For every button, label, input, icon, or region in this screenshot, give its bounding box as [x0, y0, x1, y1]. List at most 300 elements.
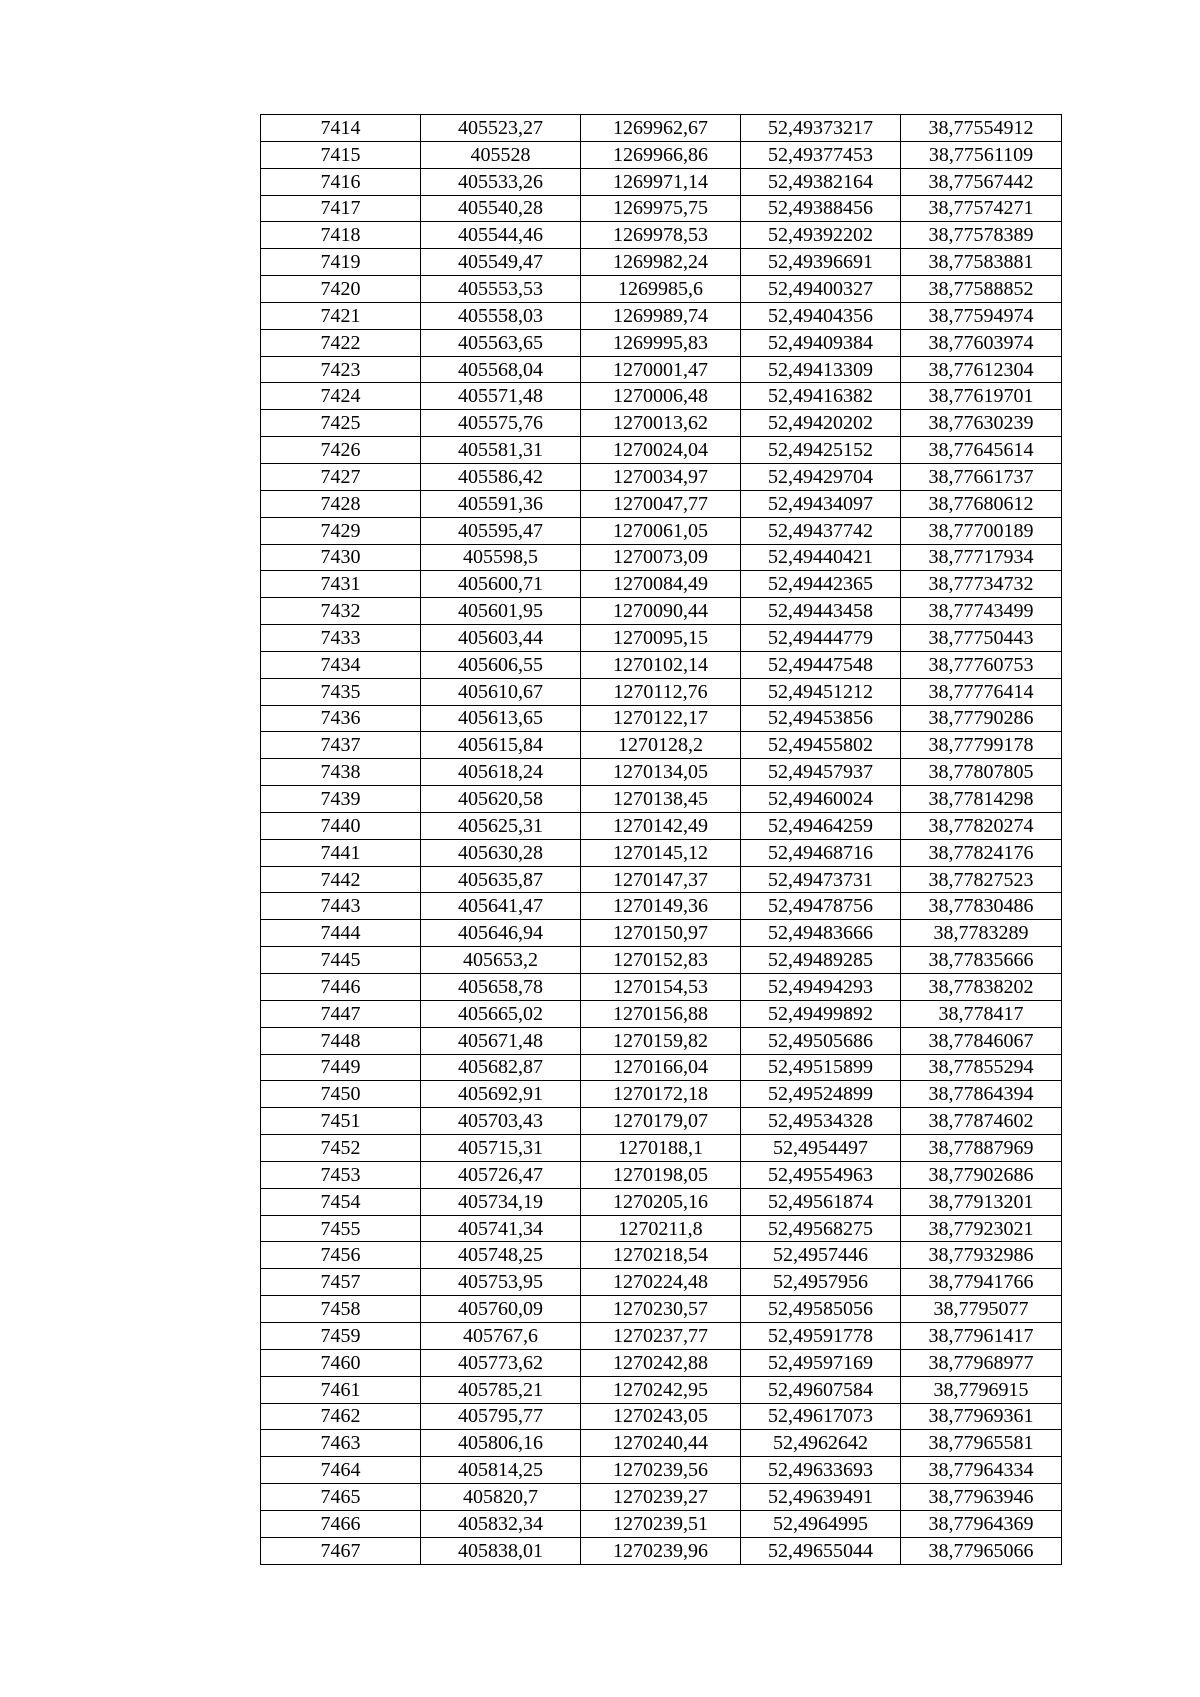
table-row — [261, 356, 1062, 383]
y-coordinate-cell: 1269975,75 — [581, 195, 741, 222]
point-number-cell: 7460 — [261, 1349, 421, 1376]
longitude-cell: 38,77941766 — [901, 1269, 1062, 1296]
longitude-cell: 38,778417 — [901, 1000, 1062, 1027]
x-coordinate-cell: 405591,36 — [421, 490, 581, 517]
table-row — [261, 1269, 1062, 1296]
x-coordinate-cell: 405595,47 — [421, 517, 581, 544]
x-coordinate-cell: 405606,55 — [421, 651, 581, 678]
point-number-cell: 7465 — [261, 1484, 421, 1511]
table-row — [261, 383, 1062, 410]
point-number-cell: 7439 — [261, 786, 421, 813]
x-coordinate-cell: 405610,67 — [421, 678, 581, 705]
y-coordinate-cell: 1270154,53 — [581, 974, 741, 1001]
table-row — [261, 1484, 1062, 1511]
latitude-cell: 52,49400327 — [741, 276, 901, 303]
longitude-cell: 38,77902686 — [901, 1161, 1062, 1188]
longitude-cell: 38,77830486 — [901, 893, 1062, 920]
longitude-cell: 38,77567442 — [901, 168, 1062, 195]
y-coordinate-cell: 1270047,77 — [581, 490, 741, 517]
latitude-cell: 52,49425152 — [741, 437, 901, 464]
table-row — [261, 195, 1062, 222]
table-row — [261, 463, 1062, 490]
y-coordinate-cell: 1270090,44 — [581, 598, 741, 625]
x-coordinate-cell: 405785,21 — [421, 1376, 581, 1403]
point-number-cell: 7466 — [261, 1510, 421, 1537]
longitude-cell: 38,7796915 — [901, 1376, 1062, 1403]
longitude-cell: 38,77965581 — [901, 1430, 1062, 1457]
point-number-cell: 7446 — [261, 974, 421, 1001]
x-coordinate-cell: 405544,46 — [421, 222, 581, 249]
x-coordinate-cell: 405671,48 — [421, 1027, 581, 1054]
latitude-cell: 52,49639491 — [741, 1484, 901, 1511]
point-number-cell: 7456 — [261, 1242, 421, 1269]
point-number-cell: 7464 — [261, 1457, 421, 1484]
table-row — [261, 1430, 1062, 1457]
latitude-cell: 52,4957446 — [741, 1242, 901, 1269]
longitude-cell: 38,77750443 — [901, 625, 1062, 652]
table-row — [261, 839, 1062, 866]
latitude-cell: 52,49447548 — [741, 651, 901, 678]
table-row — [261, 1322, 1062, 1349]
y-coordinate-cell: 1270188,1 — [581, 1135, 741, 1162]
longitude-cell: 38,77968977 — [901, 1349, 1062, 1376]
table-row — [261, 1296, 1062, 1323]
x-coordinate-cell: 405533,26 — [421, 168, 581, 195]
longitude-cell: 38,77760753 — [901, 651, 1062, 678]
table-row — [261, 302, 1062, 329]
point-number-cell: 7429 — [261, 517, 421, 544]
table-row — [261, 222, 1062, 249]
y-coordinate-cell: 1269989,74 — [581, 302, 741, 329]
x-coordinate-cell: 405665,02 — [421, 1000, 581, 1027]
latitude-cell: 52,4957956 — [741, 1269, 901, 1296]
table-row — [261, 598, 1062, 625]
latitude-cell: 52,49457937 — [741, 759, 901, 786]
x-coordinate-cell: 405558,03 — [421, 302, 581, 329]
coordinates-table-body — [261, 115, 1062, 1565]
latitude-cell: 52,49585056 — [741, 1296, 901, 1323]
longitude-cell: 38,77961417 — [901, 1322, 1062, 1349]
longitude-cell: 38,77594974 — [901, 302, 1062, 329]
latitude-cell: 52,49597169 — [741, 1349, 901, 1376]
latitude-cell: 52,49591778 — [741, 1322, 901, 1349]
longitude-cell: 38,77964369 — [901, 1510, 1062, 1537]
longitude-cell: 38,77965066 — [901, 1537, 1062, 1564]
latitude-cell: 52,49607584 — [741, 1376, 901, 1403]
latitude-cell: 52,49633693 — [741, 1457, 901, 1484]
point-number-cell: 7418 — [261, 222, 421, 249]
x-coordinate-cell: 405625,31 — [421, 812, 581, 839]
point-number-cell: 7430 — [261, 544, 421, 571]
y-coordinate-cell: 1270152,83 — [581, 947, 741, 974]
latitude-cell: 52,4964995 — [741, 1510, 901, 1537]
longitude-cell: 38,77963946 — [901, 1484, 1062, 1511]
y-coordinate-cell: 1270224,48 — [581, 1269, 741, 1296]
latitude-cell: 52,49434097 — [741, 490, 901, 517]
y-coordinate-cell: 1270084,49 — [581, 571, 741, 598]
table-row — [261, 1161, 1062, 1188]
table-row — [261, 947, 1062, 974]
table-row — [261, 168, 1062, 195]
latitude-cell: 52,49489285 — [741, 947, 901, 974]
y-coordinate-cell: 1270134,05 — [581, 759, 741, 786]
longitude-cell: 38,77969361 — [901, 1403, 1062, 1430]
longitude-cell: 38,77554912 — [901, 115, 1062, 142]
longitude-cell: 38,77661737 — [901, 463, 1062, 490]
x-coordinate-cell: 405601,95 — [421, 598, 581, 625]
y-coordinate-cell: 1270138,45 — [581, 786, 741, 813]
longitude-cell: 38,77588852 — [901, 276, 1062, 303]
y-coordinate-cell: 1270243,05 — [581, 1403, 741, 1430]
point-number-cell: 7421 — [261, 302, 421, 329]
y-coordinate-cell: 1270145,12 — [581, 839, 741, 866]
x-coordinate-cell: 405832,34 — [421, 1510, 581, 1537]
table-row — [261, 625, 1062, 652]
x-coordinate-cell: 405760,09 — [421, 1296, 581, 1323]
x-coordinate-cell: 405734,19 — [421, 1188, 581, 1215]
table-row — [261, 786, 1062, 813]
x-coordinate-cell: 405806,16 — [421, 1430, 581, 1457]
x-coordinate-cell: 405726,47 — [421, 1161, 581, 1188]
y-coordinate-cell: 1270156,88 — [581, 1000, 741, 1027]
point-number-cell: 7422 — [261, 329, 421, 356]
y-coordinate-cell: 1270034,97 — [581, 463, 741, 490]
x-coordinate-cell: 405581,31 — [421, 437, 581, 464]
longitude-cell: 38,77932986 — [901, 1242, 1062, 1269]
y-coordinate-cell: 1270001,47 — [581, 356, 741, 383]
latitude-cell: 52,49473731 — [741, 866, 901, 893]
latitude-cell: 52,49377453 — [741, 141, 901, 168]
y-coordinate-cell: 1270150,97 — [581, 920, 741, 947]
x-coordinate-cell: 405773,62 — [421, 1349, 581, 1376]
point-number-cell: 7450 — [261, 1081, 421, 1108]
table-row — [261, 410, 1062, 437]
x-coordinate-cell: 405715,31 — [421, 1135, 581, 1162]
latitude-cell: 52,49468716 — [741, 839, 901, 866]
x-coordinate-cell: 405838,01 — [421, 1537, 581, 1564]
longitude-cell: 38,77574271 — [901, 195, 1062, 222]
longitude-cell: 38,77874602 — [901, 1108, 1062, 1135]
y-coordinate-cell: 1270218,54 — [581, 1242, 741, 1269]
latitude-cell: 52,49455802 — [741, 732, 901, 759]
table-row — [261, 1135, 1062, 1162]
y-coordinate-cell: 1270112,76 — [581, 678, 741, 705]
table-row — [261, 249, 1062, 276]
table-row — [261, 1027, 1062, 1054]
table-row — [261, 141, 1062, 168]
latitude-cell: 52,49416382 — [741, 383, 901, 410]
longitude-cell: 38,77603974 — [901, 329, 1062, 356]
point-number-cell: 7414 — [261, 115, 421, 142]
y-coordinate-cell: 1270095,15 — [581, 625, 741, 652]
latitude-cell: 52,49515899 — [741, 1054, 901, 1081]
longitude-cell: 38,77824176 — [901, 839, 1062, 866]
table-row — [261, 1188, 1062, 1215]
point-number-cell: 7431 — [261, 571, 421, 598]
x-coordinate-cell: 405528 — [421, 141, 581, 168]
point-number-cell: 7433 — [261, 625, 421, 652]
table-row — [261, 893, 1062, 920]
point-number-cell: 7455 — [261, 1215, 421, 1242]
point-number-cell: 7426 — [261, 437, 421, 464]
longitude-cell: 38,77855294 — [901, 1054, 1062, 1081]
y-coordinate-cell: 1270006,48 — [581, 383, 741, 410]
latitude-cell: 52,49655044 — [741, 1537, 901, 1564]
latitude-cell: 52,49388456 — [741, 195, 901, 222]
table-row — [261, 437, 1062, 464]
table-row — [261, 1349, 1062, 1376]
point-number-cell: 7457 — [261, 1269, 421, 1296]
longitude-cell: 38,77887969 — [901, 1135, 1062, 1162]
longitude-cell: 38,77645614 — [901, 437, 1062, 464]
point-number-cell: 7441 — [261, 839, 421, 866]
y-coordinate-cell: 1270166,04 — [581, 1054, 741, 1081]
latitude-cell: 52,49382164 — [741, 168, 901, 195]
y-coordinate-cell: 1270061,05 — [581, 517, 741, 544]
y-coordinate-cell: 1270240,44 — [581, 1430, 741, 1457]
point-number-cell: 7434 — [261, 651, 421, 678]
y-coordinate-cell: 1270239,56 — [581, 1457, 741, 1484]
latitude-cell: 52,49404356 — [741, 302, 901, 329]
x-coordinate-cell: 405615,84 — [421, 732, 581, 759]
table-row — [261, 1376, 1062, 1403]
x-coordinate-cell: 405586,42 — [421, 463, 581, 490]
y-coordinate-cell: 1270128,2 — [581, 732, 741, 759]
x-coordinate-cell: 405814,25 — [421, 1457, 581, 1484]
latitude-cell: 52,49505686 — [741, 1027, 901, 1054]
longitude-cell: 38,7783289 — [901, 920, 1062, 947]
latitude-cell: 52,49534328 — [741, 1108, 901, 1135]
point-number-cell: 7420 — [261, 276, 421, 303]
table-row — [261, 974, 1062, 1001]
y-coordinate-cell: 1270159,82 — [581, 1027, 741, 1054]
point-number-cell: 7416 — [261, 168, 421, 195]
longitude-cell: 38,77612304 — [901, 356, 1062, 383]
x-coordinate-cell: 405753,95 — [421, 1269, 581, 1296]
latitude-cell: 52,49561874 — [741, 1188, 901, 1215]
longitude-cell: 38,77630239 — [901, 410, 1062, 437]
x-coordinate-cell: 405630,28 — [421, 839, 581, 866]
point-number-cell: 7461 — [261, 1376, 421, 1403]
x-coordinate-cell: 405646,94 — [421, 920, 581, 947]
latitude-cell: 52,49440421 — [741, 544, 901, 571]
longitude-cell: 38,77583881 — [901, 249, 1062, 276]
longitude-cell: 38,77743499 — [901, 598, 1062, 625]
point-number-cell: 7425 — [261, 410, 421, 437]
y-coordinate-cell: 1270237,77 — [581, 1322, 741, 1349]
x-coordinate-cell: 405553,53 — [421, 276, 581, 303]
table-row — [261, 651, 1062, 678]
latitude-cell: 52,49444779 — [741, 625, 901, 652]
y-coordinate-cell: 1270211,8 — [581, 1215, 741, 1242]
x-coordinate-cell: 405635,87 — [421, 866, 581, 893]
point-number-cell: 7438 — [261, 759, 421, 786]
x-coordinate-cell: 405600,71 — [421, 571, 581, 598]
y-coordinate-cell: 1270242,95 — [581, 1376, 741, 1403]
latitude-cell: 52,49453856 — [741, 705, 901, 732]
point-number-cell: 7453 — [261, 1161, 421, 1188]
x-coordinate-cell: 405692,91 — [421, 1081, 581, 1108]
x-coordinate-cell: 405682,87 — [421, 1054, 581, 1081]
longitude-cell: 38,77827523 — [901, 866, 1062, 893]
y-coordinate-cell: 1270230,57 — [581, 1296, 741, 1323]
longitude-cell: 38,77700189 — [901, 517, 1062, 544]
y-coordinate-cell: 1269971,14 — [581, 168, 741, 195]
point-number-cell: 7459 — [261, 1322, 421, 1349]
y-coordinate-cell: 1269966,86 — [581, 141, 741, 168]
point-number-cell: 7428 — [261, 490, 421, 517]
table-row — [261, 1510, 1062, 1537]
longitude-cell: 38,77807805 — [901, 759, 1062, 786]
point-number-cell: 7458 — [261, 1296, 421, 1323]
latitude-cell: 52,49392202 — [741, 222, 901, 249]
longitude-cell: 38,77790286 — [901, 705, 1062, 732]
x-coordinate-cell: 405748,25 — [421, 1242, 581, 1269]
y-coordinate-cell: 1270149,36 — [581, 893, 741, 920]
y-coordinate-cell: 1270242,88 — [581, 1349, 741, 1376]
table-row — [261, 1108, 1062, 1135]
point-number-cell: 7442 — [261, 866, 421, 893]
x-coordinate-cell: 405820,7 — [421, 1484, 581, 1511]
y-coordinate-cell: 1270147,37 — [581, 866, 741, 893]
point-number-cell: 7419 — [261, 249, 421, 276]
x-coordinate-cell: 405563,65 — [421, 329, 581, 356]
x-coordinate-cell: 405523,27 — [421, 115, 581, 142]
y-coordinate-cell: 1270179,07 — [581, 1108, 741, 1135]
longitude-cell: 38,77964334 — [901, 1457, 1062, 1484]
y-coordinate-cell: 1269978,53 — [581, 222, 741, 249]
y-coordinate-cell: 1270142,49 — [581, 812, 741, 839]
table-row — [261, 920, 1062, 947]
latitude-cell: 52,49460024 — [741, 786, 901, 813]
table-row — [261, 1054, 1062, 1081]
y-coordinate-cell: 1269982,24 — [581, 249, 741, 276]
longitude-cell: 38,77864394 — [901, 1081, 1062, 1108]
table-row — [261, 1242, 1062, 1269]
table-row — [261, 866, 1062, 893]
x-coordinate-cell: 405620,58 — [421, 786, 581, 813]
latitude-cell: 52,49499892 — [741, 1000, 901, 1027]
point-number-cell: 7463 — [261, 1430, 421, 1457]
y-coordinate-cell: 1270205,16 — [581, 1188, 741, 1215]
x-coordinate-cell: 405741,34 — [421, 1215, 581, 1242]
table-row — [261, 115, 1062, 142]
table-row — [261, 1000, 1062, 1027]
point-number-cell: 7444 — [261, 920, 421, 947]
longitude-cell: 38,77814298 — [901, 786, 1062, 813]
table-row — [261, 678, 1062, 705]
table-row — [261, 1403, 1062, 1430]
y-coordinate-cell: 1269985,6 — [581, 276, 741, 303]
y-coordinate-cell: 1270239,51 — [581, 1510, 741, 1537]
x-coordinate-cell: 405618,24 — [421, 759, 581, 786]
x-coordinate-cell: 405598,5 — [421, 544, 581, 571]
point-number-cell: 7449 — [261, 1054, 421, 1081]
longitude-cell: 38,77838202 — [901, 974, 1062, 1001]
longitude-cell: 38,77680612 — [901, 490, 1062, 517]
longitude-cell: 38,77561109 — [901, 141, 1062, 168]
x-coordinate-cell: 405549,47 — [421, 249, 581, 276]
longitude-cell: 38,77820274 — [901, 812, 1062, 839]
longitude-cell: 38,77619701 — [901, 383, 1062, 410]
latitude-cell: 52,49409384 — [741, 329, 901, 356]
longitude-cell: 38,77913201 — [901, 1188, 1062, 1215]
y-coordinate-cell: 1270013,62 — [581, 410, 741, 437]
point-number-cell: 7423 — [261, 356, 421, 383]
longitude-cell: 38,77923021 — [901, 1215, 1062, 1242]
table-row — [261, 1457, 1062, 1484]
table-row — [261, 732, 1062, 759]
point-number-cell: 7432 — [261, 598, 421, 625]
latitude-cell: 52,49478756 — [741, 893, 901, 920]
latitude-cell: 52,49396691 — [741, 249, 901, 276]
point-number-cell: 7440 — [261, 812, 421, 839]
y-coordinate-cell: 1270239,96 — [581, 1537, 741, 1564]
point-number-cell: 7435 — [261, 678, 421, 705]
longitude-cell: 38,77734732 — [901, 571, 1062, 598]
longitude-cell: 38,77717934 — [901, 544, 1062, 571]
x-coordinate-cell: 405653,2 — [421, 947, 581, 974]
latitude-cell: 52,49494293 — [741, 974, 901, 1001]
latitude-cell: 52,49464259 — [741, 812, 901, 839]
point-number-cell: 7415 — [261, 141, 421, 168]
point-number-cell: 7462 — [261, 1403, 421, 1430]
coordinates-table — [260, 114, 1062, 1565]
latitude-cell: 52,49524899 — [741, 1081, 901, 1108]
latitude-cell: 52,4954497 — [741, 1135, 901, 1162]
y-coordinate-cell: 1270198,05 — [581, 1161, 741, 1188]
longitude-cell: 38,77835666 — [901, 947, 1062, 974]
latitude-cell: 52,49483666 — [741, 920, 901, 947]
x-coordinate-cell: 405795,77 — [421, 1403, 581, 1430]
table-row — [261, 1215, 1062, 1242]
table-row — [261, 517, 1062, 544]
y-coordinate-cell: 1270024,04 — [581, 437, 741, 464]
table-row — [261, 329, 1062, 356]
x-coordinate-cell: 405613,65 — [421, 705, 581, 732]
x-coordinate-cell: 405603,44 — [421, 625, 581, 652]
table-row — [261, 705, 1062, 732]
table-row — [261, 490, 1062, 517]
y-coordinate-cell: 1270239,27 — [581, 1484, 741, 1511]
x-coordinate-cell: 405703,43 — [421, 1108, 581, 1135]
y-coordinate-cell: 1269962,67 — [581, 115, 741, 142]
latitude-cell: 52,49373217 — [741, 115, 901, 142]
y-coordinate-cell: 1270122,17 — [581, 705, 741, 732]
latitude-cell: 52,49437742 — [741, 517, 901, 544]
table-row — [261, 812, 1062, 839]
latitude-cell: 52,49443458 — [741, 598, 901, 625]
point-number-cell: 7451 — [261, 1108, 421, 1135]
point-number-cell: 7443 — [261, 893, 421, 920]
longitude-cell: 38,77776414 — [901, 678, 1062, 705]
point-number-cell: 7424 — [261, 383, 421, 410]
latitude-cell: 52,49617073 — [741, 1403, 901, 1430]
point-number-cell: 7436 — [261, 705, 421, 732]
latitude-cell: 52,4962642 — [741, 1430, 901, 1457]
x-coordinate-cell: 405568,04 — [421, 356, 581, 383]
point-number-cell: 7454 — [261, 1188, 421, 1215]
x-coordinate-cell: 405658,78 — [421, 974, 581, 1001]
latitude-cell: 52,49442365 — [741, 571, 901, 598]
y-coordinate-cell: 1270073,09 — [581, 544, 741, 571]
point-number-cell: 7467 — [261, 1537, 421, 1564]
longitude-cell: 38,77799178 — [901, 732, 1062, 759]
x-coordinate-cell: 405571,48 — [421, 383, 581, 410]
y-coordinate-cell: 1269995,83 — [581, 329, 741, 356]
point-number-cell: 7427 — [261, 463, 421, 490]
latitude-cell: 52,49413309 — [741, 356, 901, 383]
